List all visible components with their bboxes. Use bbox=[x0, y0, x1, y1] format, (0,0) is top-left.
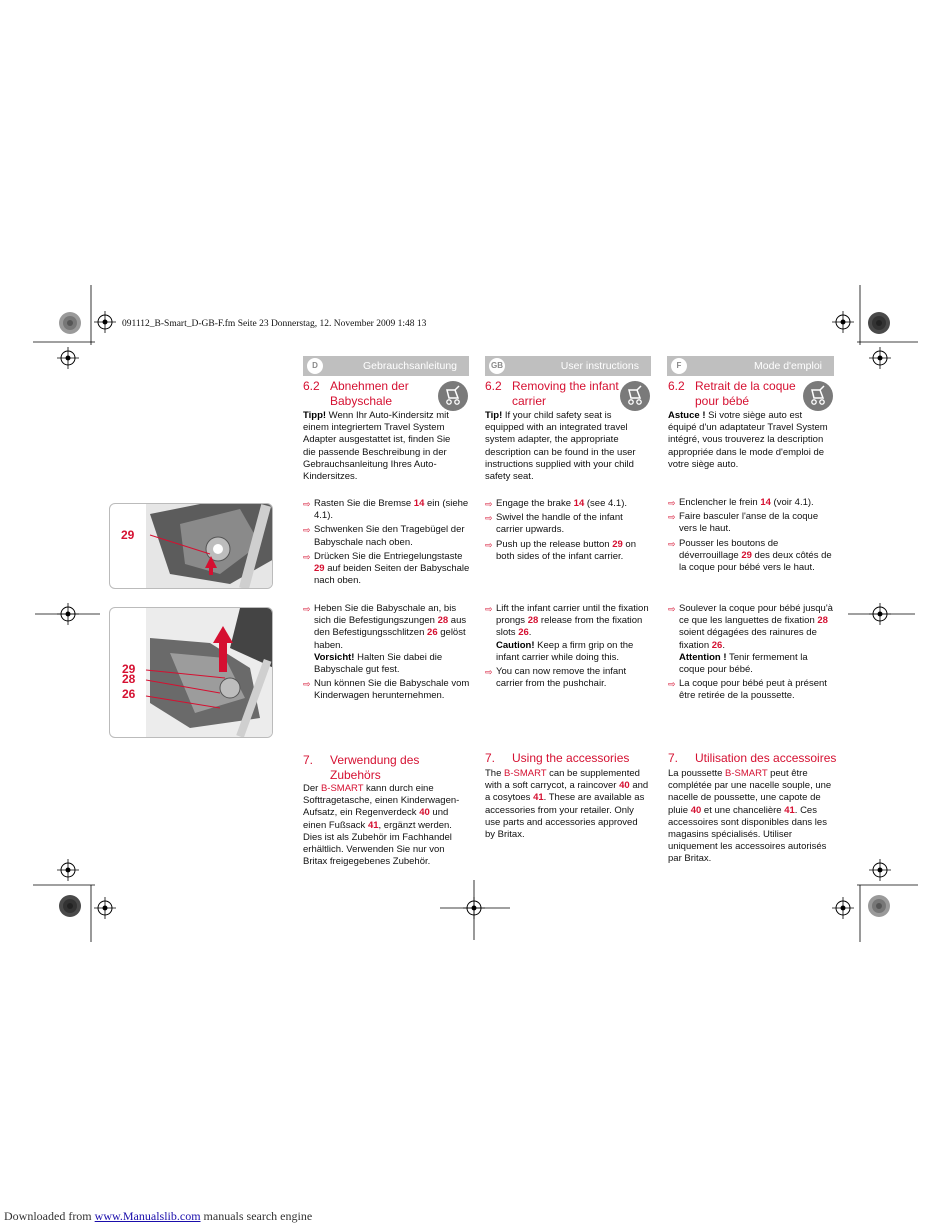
tip-label: Tip! bbox=[485, 410, 503, 421]
caution-label: Vorsicht! bbox=[314, 651, 355, 663]
step-arrow-icon: ⇨ bbox=[668, 679, 676, 690]
tip-text: Wenn Ihr Auto-Kindersitz mit einem integriertem Travel System Adapter ausgestattet ist, finden Sie die passende Beschreibung in der Gebrauchsanleitung Ihres Auto-Kindersitzes. bbox=[303, 410, 451, 483]
accessories-paragraph: The B-SMART can be supplemented with a soft carrycot, a raincover 40 and a cosytoes 41. These are available as accessories from your retailer. Only use parts and accessories approved by Britax. bbox=[485, 768, 649, 841]
section-number: 6.2 bbox=[303, 379, 320, 393]
step-text: Lift the infant carrier until the fixation prongs 28 release from the fixation slots 26. Caution! Keep a firm grip on the infant carrier while doing this. bbox=[496, 603, 649, 663]
step-item bbox=[668, 538, 836, 575]
callout-28: 28 bbox=[122, 672, 136, 686]
caution-label: Attention ! bbox=[679, 651, 727, 663]
section-heading-7 bbox=[485, 751, 660, 766]
step-item bbox=[485, 512, 651, 536]
section-title: Utilisation des accessoires bbox=[695, 751, 837, 765]
section-title: Abnehmen der Babyschale bbox=[330, 379, 409, 408]
section-number: 6.2 bbox=[668, 379, 685, 393]
callout-26: 26 bbox=[122, 687, 136, 701]
step-text: La coque pour bébé peut à présent être retirée de la poussette. bbox=[679, 678, 827, 702]
section-number: 7. bbox=[668, 751, 679, 765]
tip-text: Si votre siège auto est équipé d'un adaptateur Travel System intégré, vous trouverez la description appropriée dans le mode d'emploi de votre siège auto. bbox=[668, 410, 828, 470]
caution-label: Caution! bbox=[496, 639, 535, 651]
accessories-paragraph: Der B-SMART kann durch eine Softtragetasche, einen Kinderwagen-Aufsatz, ein Regenverdeck 40 und einen Fußsack 41, ergänzt werden. Dies ist als Zubehör im Fachhandel erhältlich. Verwenden Sie nur von Britax freigegebenes Zubehör. bbox=[303, 783, 460, 868]
step-text: Drücken Sie die Entriegelungstaste 29 auf beiden Seiten der Babyschale nach oben. bbox=[314, 550, 470, 587]
step-item bbox=[303, 498, 473, 522]
tip-label: Astuce ! bbox=[668, 410, 706, 421]
figure-lift-carrier bbox=[109, 607, 273, 738]
step-arrow-icon: ⇨ bbox=[668, 604, 676, 614]
step-item bbox=[303, 678, 473, 702]
language-header-de bbox=[303, 356, 469, 376]
stroller-icon bbox=[620, 381, 650, 411]
steps-group-1 bbox=[668, 497, 836, 576]
steps-group-1 bbox=[303, 498, 473, 589]
step-text: Rasten Sie die Bremse 14 ein (siehe 4.1). bbox=[314, 498, 469, 522]
stroller-icon bbox=[803, 381, 833, 411]
step-item bbox=[668, 511, 836, 535]
step-item bbox=[485, 603, 651, 664]
step-arrow-icon: ⇨ bbox=[485, 513, 493, 524]
step-item bbox=[485, 666, 651, 690]
section-number: 7. bbox=[485, 751, 496, 765]
callout-29: 29 bbox=[121, 528, 135, 542]
step-arrow-icon: ⇨ bbox=[668, 538, 676, 549]
figure-release-button bbox=[109, 503, 273, 589]
tip-paragraph bbox=[668, 410, 832, 471]
section-heading-7 bbox=[303, 753, 473, 782]
step-arrow-icon: ⇨ bbox=[303, 499, 311, 509]
step-item bbox=[303, 603, 473, 676]
tip-label: Tipp! bbox=[303, 410, 327, 421]
step-arrow-icon: ⇨ bbox=[485, 604, 493, 614]
language-header-gb bbox=[485, 356, 651, 376]
footer-prefix: Downloaded from bbox=[4, 1209, 95, 1223]
language-badge-fr: F bbox=[670, 357, 688, 375]
steps-group-2 bbox=[668, 603, 836, 705]
step-text: Swivel the handle of the infant carrier upwards. bbox=[496, 512, 623, 536]
step-arrow-icon: ⇨ bbox=[485, 667, 493, 678]
step-text: Heben Sie die Babyschale an, bis sich die Befestigungszungen 28 aus den Befestigungsschlitzen 26 gelöst haben. Vorsicht! Halten Sie dabei die Babyschale gut fest. bbox=[314, 603, 467, 676]
color-rosette-icon bbox=[58, 894, 82, 918]
print-job-line: 091112_B-Smart_D-GB-F.fm Seite 23 Donnerstag, 12. November 2009 1:48 13 bbox=[122, 319, 427, 329]
tip-paragraph bbox=[485, 410, 649, 483]
language-header-fr bbox=[667, 356, 834, 376]
color-rosette-icon bbox=[867, 311, 891, 335]
step-item bbox=[485, 539, 651, 563]
step-text: Schwenken Sie den Tragebügel der Babyschale nach oben. bbox=[314, 524, 465, 548]
step-arrow-icon: ⇨ bbox=[668, 498, 676, 508]
step-item bbox=[303, 551, 473, 588]
language-badge-gb: GB bbox=[488, 357, 506, 375]
step-text: Faire basculer l'anse de la coque vers le haut. bbox=[679, 511, 819, 535]
step-text: Soulever la coque pour bébé jusqu'à ce que les languettes de fixation 28 soient dégagées des rainures de fixation 26. Attention ! Tenir fermement la coque pour bébé. bbox=[679, 603, 833, 676]
color-rosette-icon bbox=[58, 311, 82, 335]
section-title: Retrait de la coque pour bébé bbox=[695, 379, 796, 408]
language-label: User instructions bbox=[560, 360, 639, 372]
tip-paragraph bbox=[303, 410, 465, 483]
step-item bbox=[668, 497, 836, 509]
step-text: Push up the release button 29 on both sides of the infant carrier. bbox=[496, 538, 636, 562]
step-item bbox=[668, 603, 836, 676]
section-number: 7. bbox=[303, 753, 314, 767]
language-label: Gebrauchsanleitung bbox=[363, 360, 457, 372]
section-title: Removing the infant carrier bbox=[512, 379, 619, 408]
language-label: Mode d'emploi bbox=[754, 360, 822, 372]
section-heading-6-2 bbox=[668, 379, 802, 408]
steps-group-2 bbox=[485, 603, 651, 692]
section-title: Using the accessories bbox=[512, 751, 630, 765]
accessories-paragraph: La poussette B-SMART peut être complétée par une nacelle souple, une nacelle de poussette, une capote de pluie 40 et une chancelière 41. Ces accessoires sont disponibles dans les magasins spécialisés. Utiliser uniquement les accessoires autorisés par Britax. bbox=[668, 768, 832, 865]
step-arrow-icon: ⇨ bbox=[303, 525, 311, 536]
language-badge-de: D bbox=[306, 357, 324, 375]
step-arrow-icon: ⇨ bbox=[485, 499, 493, 509]
step-arrow-icon: ⇨ bbox=[303, 604, 311, 614]
section-heading-6-2 bbox=[485, 379, 619, 408]
color-rosette-icon bbox=[867, 894, 891, 918]
manualslib-link[interactable]: www.Manualslib.com bbox=[94, 1209, 201, 1223]
step-arrow-icon: ⇨ bbox=[668, 512, 676, 523]
download-footer bbox=[4, 1209, 312, 1224]
callout-29: 29 bbox=[122, 662, 136, 676]
section-title: Verwendung des Zubehörs bbox=[330, 753, 420, 782]
step-text: Nun können Sie die Babyschale vom Kinderwagen herunternehmen. bbox=[314, 678, 470, 702]
step-item bbox=[668, 678, 836, 702]
step-item bbox=[303, 524, 473, 548]
step-arrow-icon: ⇨ bbox=[303, 679, 311, 690]
stroller-icon bbox=[438, 381, 468, 411]
footer-suffix: manuals search engine bbox=[200, 1209, 313, 1223]
step-arrow-icon: ⇨ bbox=[303, 551, 311, 562]
tip-text: If your child safety seat is equipped with an integrated travel system adapter, the appropriate description can be found in the user instructions supplied with your child safety seat. bbox=[485, 410, 636, 483]
section-heading-6-2 bbox=[303, 379, 433, 408]
step-text: Pousser les boutons de déverrouillage 29 des deux côtés de la coque pour bébé vers le haut. bbox=[679, 537, 832, 574]
step-text: Enclencher le frein 14 (voir 4.1). bbox=[679, 497, 814, 508]
step-text: Engage the brake 14 (see 4.1). bbox=[496, 498, 628, 509]
steps-group-2 bbox=[303, 603, 473, 705]
section-heading-7 bbox=[668, 751, 848, 766]
steps-group-1 bbox=[485, 498, 651, 565]
section-number: 6.2 bbox=[485, 379, 502, 393]
step-arrow-icon: ⇨ bbox=[485, 539, 493, 550]
step-text: You can now remove the infant carrier from the pushchair. bbox=[496, 666, 627, 690]
step-item bbox=[485, 498, 651, 510]
